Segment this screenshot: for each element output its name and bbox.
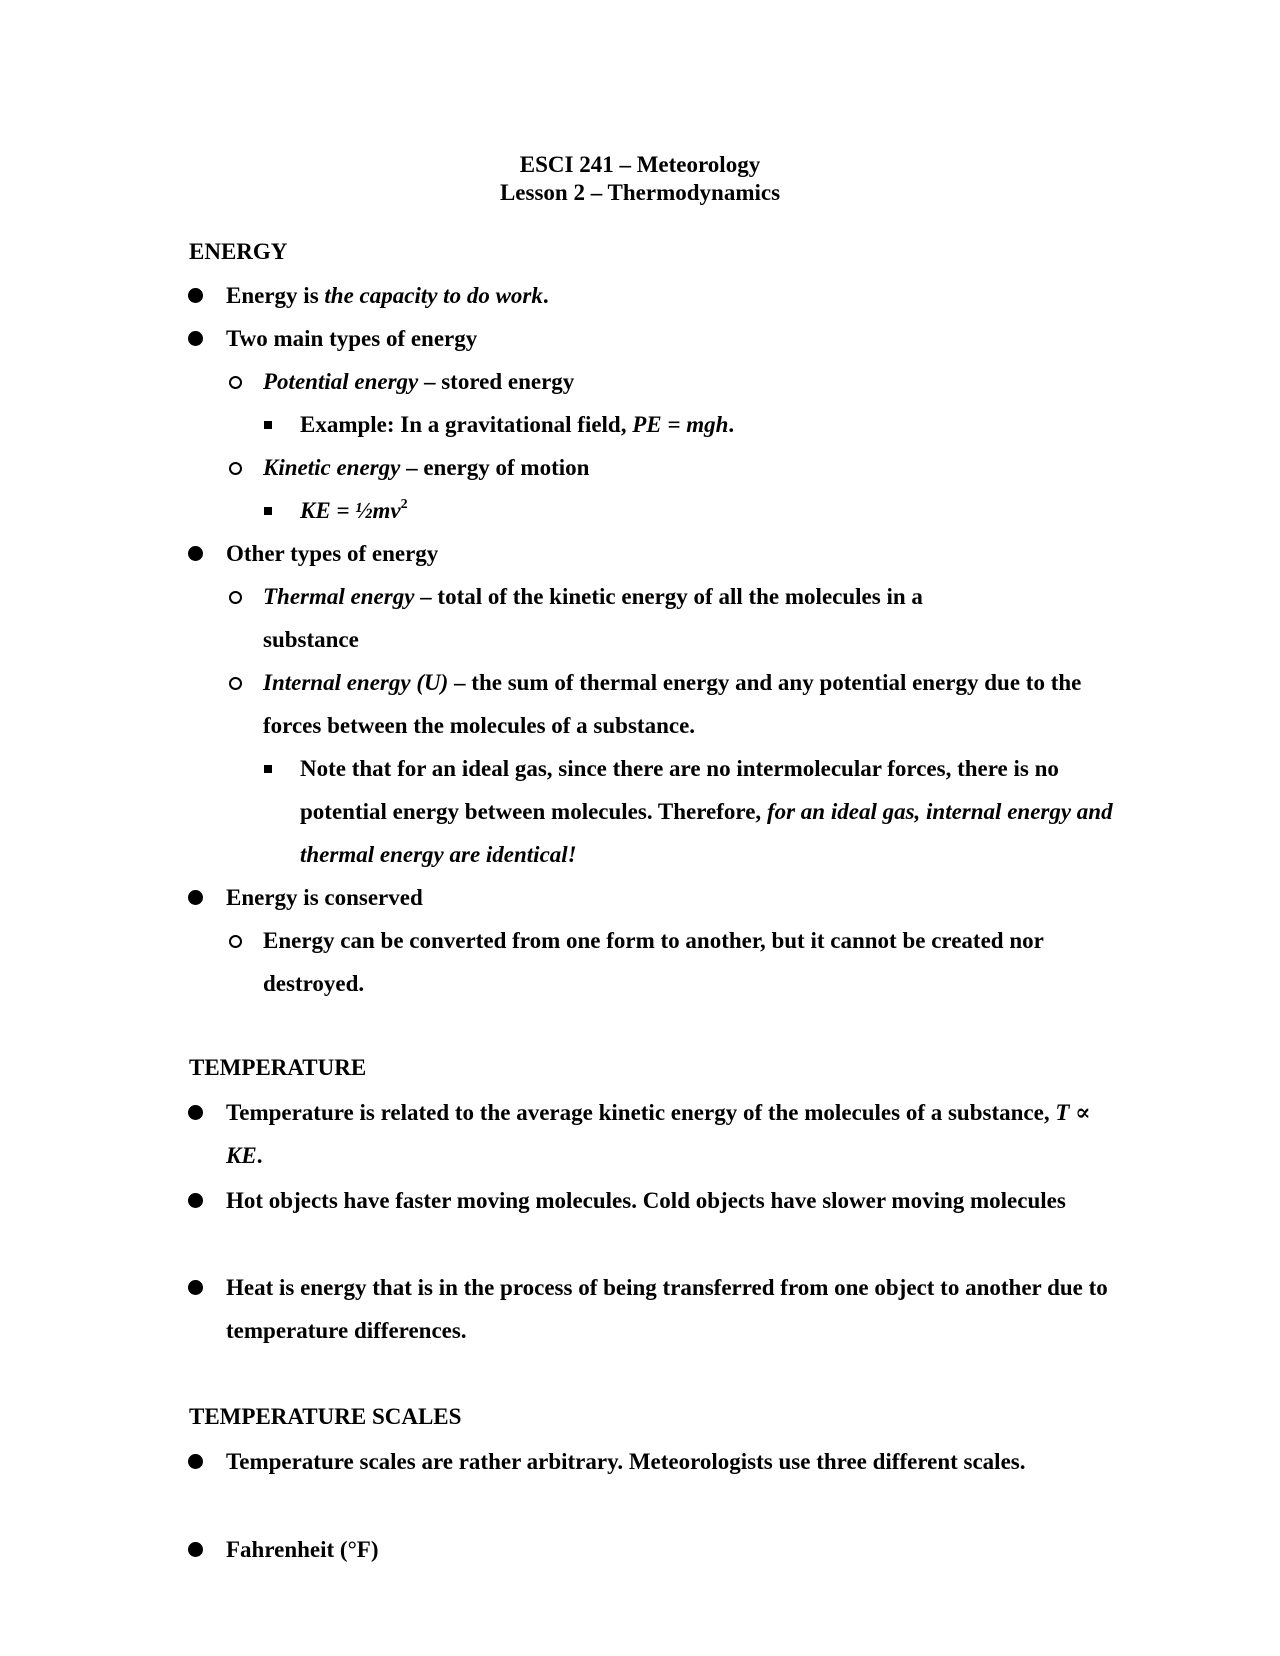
list-item: Heat is energy that is in the process of being transferred from one object to another due to temperature differences. <box>226 1266 1126 1352</box>
list-item: Internal energy (U) – the sum of thermal energy and any potential energy due to the forces between the molecules of a substance. <box>263 661 1126 747</box>
lesson-title: Lesson 2 – Thermodynamics <box>499 180 781 205</box>
square-bullet-icon <box>264 765 272 773</box>
bullet-icon <box>188 890 203 905</box>
list-item: KE = $\frac{1}{2}mv^2$ <box>300 489 1126 532</box>
list-item: Temperature scales are rather arbitrary. Meteorologists use three different scales. <box>226 1440 1126 1483</box>
list-item: Other types of energy <box>226 532 1126 575</box>
bullet-icon <box>188 288 203 303</box>
circle-bullet-icon <box>229 376 242 389</box>
section-heading-energy: ENERGY <box>189 239 288 264</box>
section-heading-temperature-scales: TEMPERATURE SCALES <box>189 1404 462 1429</box>
list-item: Kinetic energy – energy of motion <box>263 446 1126 489</box>
list-item: Note that for an ideal gas, since there are no intermolecular forces, there is no potential energy between molecules. Therefore, for an ideal gas, internal energy and thermal energy are identical! <box>300 747 1126 876</box>
bullet-icon <box>188 1105 203 1120</box>
list-item: Potential energy – stored energy <box>263 360 1126 403</box>
bullet-icon <box>188 1193 203 1208</box>
list-item: Energy can be converted from one form to another, but it cannot be created nor destroyed. <box>263 919 1126 1005</box>
list-item: Temperature is related to the average kinetic energy of the molecules of a substance, T ∝ KE. <box>226 1091 1126 1177</box>
course-title: ESCI 241 – Meteorology <box>519 152 761 177</box>
list-item: Energy is the capacity to do work. <box>226 274 1126 317</box>
list-item: Hot objects have faster moving molecules. Cold objects have slower moving molecules <box>226 1179 1126 1222</box>
circle-bullet-icon <box>229 462 242 475</box>
list-item: Example: In a gravitational field, PE = mgh. <box>300 403 1126 446</box>
section-heading-temperature: TEMPERATURE <box>189 1055 367 1080</box>
square-bullet-icon <box>264 421 272 429</box>
bullet-icon <box>188 546 203 561</box>
list-item: Thermal energy – total of the kinetic energy of all the molecules in a substance <box>263 575 983 661</box>
list-item: Two main types of energy <box>226 317 1126 360</box>
circle-bullet-icon <box>229 677 242 690</box>
bullet-icon <box>188 1542 203 1557</box>
circle-bullet-icon <box>229 935 242 948</box>
bullet-icon <box>188 331 203 346</box>
list-item: Energy is conserved <box>226 876 1126 919</box>
list-item: Fahrenheit (°F) <box>226 1528 1126 1571</box>
bullet-icon <box>188 1454 203 1469</box>
circle-bullet-icon <box>229 591 242 604</box>
square-bullet-icon <box>264 507 272 515</box>
bullet-icon <box>188 1280 203 1295</box>
